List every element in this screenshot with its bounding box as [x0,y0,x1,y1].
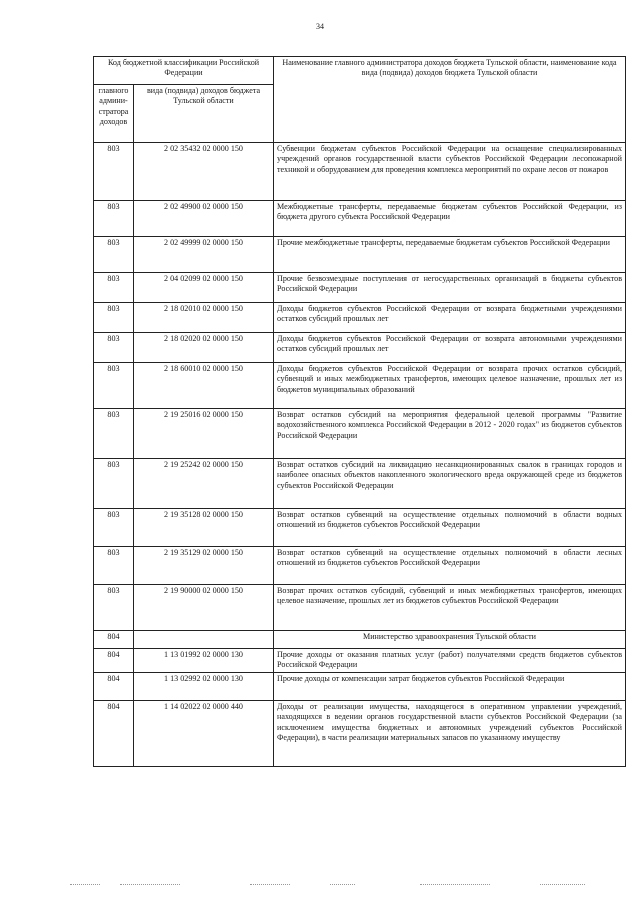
description-cell: Министерство здравоохранения Тульской области [274,631,626,649]
description-cell: Возврат остатков субсидий на мероприятия федеральной целевой программы "Развитие водохозяйственного комплекса Российской Федерации в 2012 - 2020 годах" из бюджетов субъектов Российской Федерации [274,409,626,459]
income-code-cell: 2 19 90000 02 0000 150 [134,585,274,631]
admin-code-cell: 804 [94,673,134,701]
admin-code-cell: 803 [94,303,134,333]
table-row [94,237,626,273]
admin-code-cell: 803 [94,509,134,547]
admin-code-cell: 803 [94,333,134,363]
income-code-cell: 2 19 35129 02 0000 150 [134,547,274,585]
description-cell: Прочие доходы от компенсации затрат бюджетов субъектов Российской Федерации [274,673,626,701]
table-row [94,143,626,201]
description-cell: Доходы от реализации имущества, находящегося в оперативном управлении учреждений, находящихся в ведении органов государственной власти субъектов Российской Федерации (за исключением имущества бюджетных и автономных учреждений субъектов Российской Федерации), в части реализации материальных запасов по указанному имуществу [274,701,626,767]
admin-code-cell: 803 [94,201,134,237]
admin-code-cell: 803 [94,459,134,509]
income-code-cell: 2 19 25242 02 0000 150 [134,459,274,509]
description-cell: Прочие межбюджетные трансферты, передаваемые бюджетам субъектов Российской Федерации [274,237,626,273]
table-row [94,201,626,237]
admin-code-cell: 803 [94,273,134,303]
income-code-cell: 2 18 02010 02 0000 150 [134,303,274,333]
income-code-cell: 2 02 35432 02 0000 150 [134,143,274,201]
table-row [94,701,626,767]
income-code-cell: 2 19 25016 02 0000 150 [134,409,274,459]
table-row [94,631,626,649]
description-cell: Возврат остатков субвенций на осуществление отдельных полномочий в области водных отношений из бюджетов субъектов Российской Федерации [274,509,626,547]
table-row [94,459,626,509]
admin-code-cell: 803 [94,143,134,201]
admin-code-cell: 803 [94,409,134,459]
header-income-type-code: вида (подвида) доходов бюджета Тульской области [134,85,274,143]
description-cell: Прочие доходы от оказания платных услуг (работ) получателями средств бюджетов субъектов Российской Федерации [274,649,626,673]
table-row [94,585,626,631]
description-cell: Субвенции бюджетам субъектов Российской Федерации на оснащение специализированных учреждений органов государственной власти субъектов Российской Федерации лесопожарной техникой и оборудованием для проведения комплекса мероприятий по охране лесов от пожаров [274,143,626,201]
description-cell: Прочие безвозмездные поступления от негосударственных организаций в бюджеты субъектов Российской Федерации [274,273,626,303]
description-cell: Возврат остатков субвенций на осуществление отдельных полномочий в области лесных отношений из бюджетов субъектов Российской Федерации [274,547,626,585]
description-cell: Возврат остатков субсидий на ликвидацию несанкционированных свалок в границах городов и наиболее опасных объектов накопленного экологического вреда окружающей среде из бюджетов субъектов Российской Федерации [274,459,626,509]
header-admin-code: главного админи-стратора доходов [94,85,134,143]
description-cell: Возврат прочих остатков субсидий, субвенций и иных межбюджетных трансфертов, имеющих целевое назначение, прошлых лет из бюджетов субъектов Российской Федерации [274,585,626,631]
income-code-cell: 1 14 02022 02 0000 440 [134,701,274,767]
description-cell: Доходы бюджетов субъектов Российской Федерации от возврата бюджетными учреждениями остатков субсидий прошлых лет [274,303,626,333]
description-cell: Доходы бюджетов субъектов Российской Федерации от возврата прочих остатков субсидий, субвенций и иных межбюджетных трансфертов, имеющих целевое назначение, прошлых лет из бюджетов муниципальных образований [274,363,626,409]
admin-code-cell: 803 [94,585,134,631]
description-cell: Межбюджетные трансферты, передаваемые бюджетам субъектов Российской Федерации, из бюджета другого субъекта Российской Федерации [274,201,626,237]
income-code-cell [134,631,274,649]
table-row [94,509,626,547]
admin-code-cell: 803 [94,237,134,273]
table-row [94,333,626,363]
table-row [94,649,626,673]
admin-code-cell: 803 [94,547,134,585]
admin-code-cell: 804 [94,701,134,767]
header-name: Наименование главного администратора доходов бюджета Тульской области, наименование кода вида (подвида) доходов бюджета Тульской области [274,57,626,143]
description-cell: Доходы бюджетов субъектов Российской Федерации от возврата автономными учреждениями остатков субсидий прошлых лет [274,333,626,363]
header-classification-code: Код бюджетной классификации Российской Федерации [94,57,274,85]
income-code-cell: 2 18 60010 02 0000 150 [134,363,274,409]
admin-code-cell: 804 [94,631,134,649]
income-code-cell: 2 02 49999 02 0000 150 [134,237,274,273]
table-row [94,363,626,409]
income-code-cell: 2 18 02020 02 0000 150 [134,333,274,363]
budget-classification-table [93,56,626,767]
table-row [94,547,626,585]
admin-code-cell: 803 [94,363,134,409]
income-code-cell: 2 19 35128 02 0000 150 [134,509,274,547]
admin-code-cell: 804 [94,649,134,673]
page-number: 34 [316,22,324,31]
income-code-cell: 2 02 49900 02 0000 150 [134,201,274,237]
table-row [94,673,626,701]
scan-edge-marks [0,884,640,890]
income-code-cell: 2 04 02099 02 0000 150 [134,273,274,303]
income-code-cell: 1 13 01992 02 0000 130 [134,649,274,673]
table-row [94,409,626,459]
table-row [94,273,626,303]
table-row [94,303,626,333]
income-code-cell: 1 13 02992 02 0000 130 [134,673,274,701]
